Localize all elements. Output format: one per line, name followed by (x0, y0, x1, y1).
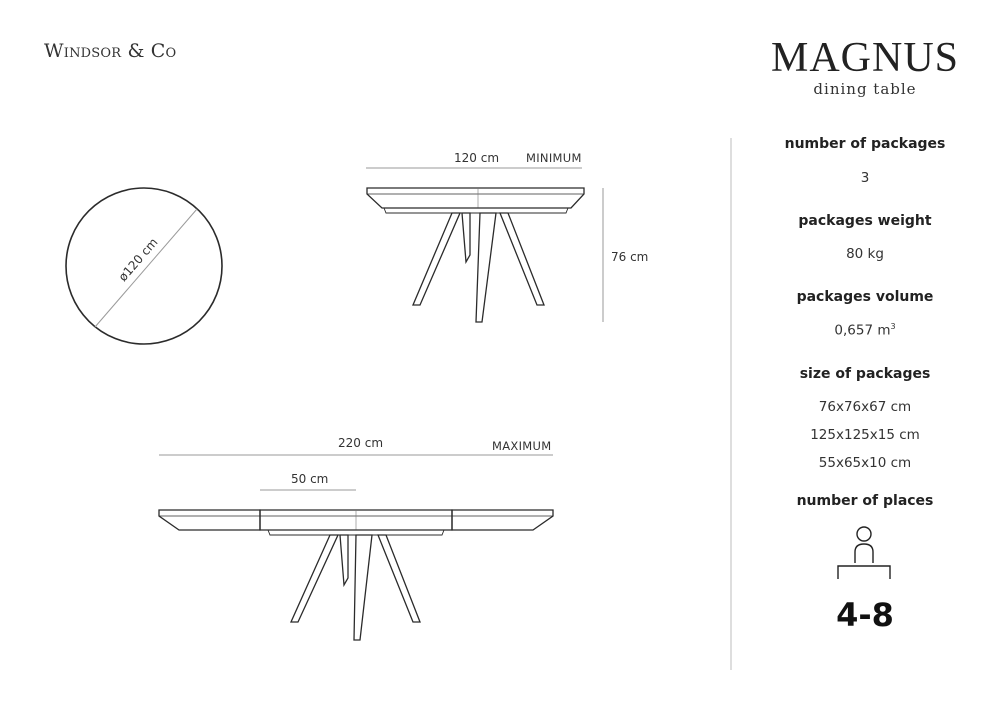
min-width-label: 120 cm (454, 151, 500, 165)
extension-label: 50 cm (291, 472, 329, 486)
places-label: number of places (796, 493, 934, 509)
side-view-maximum (159, 455, 553, 640)
person-seat-icon (838, 527, 890, 579)
max-tabletop-right (452, 510, 553, 530)
size-value-1: 76x76x67 cm (818, 399, 912, 415)
max-apron (268, 530, 444, 535)
weight-value: 80 kg (846, 246, 884, 262)
diameter-label: ø120 cm (115, 235, 161, 284)
volume-unit-sup: 3 (890, 322, 896, 331)
product-subtitle: dining table (813, 80, 917, 98)
packages-count-label: number of packages (784, 136, 946, 152)
max-leg-right (378, 535, 420, 622)
max-width-label: 220 cm (338, 436, 384, 450)
min-leg-center (476, 213, 496, 322)
size-label: size of packages (799, 366, 931, 382)
max-label: MAXIMUM (492, 439, 552, 453)
volume-value-row (765, 322, 965, 339)
diameter-line (95, 209, 197, 327)
max-leg-left (291, 535, 338, 622)
packages-count-value: 3 (860, 170, 870, 186)
volume-label: packages volume (796, 289, 934, 305)
brand-logo: Windsor & Co (44, 40, 177, 62)
weight-label: packages weight (798, 213, 932, 229)
top-view (66, 188, 222, 344)
max-leg-center (354, 535, 372, 640)
volume-value: 0,657 m (834, 322, 891, 339)
min-leg-right (500, 213, 544, 305)
side-view-minimum (366, 168, 603, 322)
min-label: MINIMUM (526, 151, 582, 165)
size-value-3: 55x65x10 cm (818, 455, 912, 471)
max-tabletop-left (159, 510, 260, 530)
min-leg-left (413, 213, 460, 305)
min-leg-center-left (462, 213, 470, 262)
min-apron (384, 208, 568, 213)
height-label: 76 cm (611, 250, 649, 264)
places-value: 4-8 (836, 596, 894, 634)
min-tabletop (367, 188, 584, 208)
size-value-2: 125x125x15 cm (810, 427, 920, 443)
product-name: MAGNUS (770, 35, 960, 81)
max-leg-center-left (340, 535, 348, 585)
tabletop-circle (66, 188, 222, 344)
